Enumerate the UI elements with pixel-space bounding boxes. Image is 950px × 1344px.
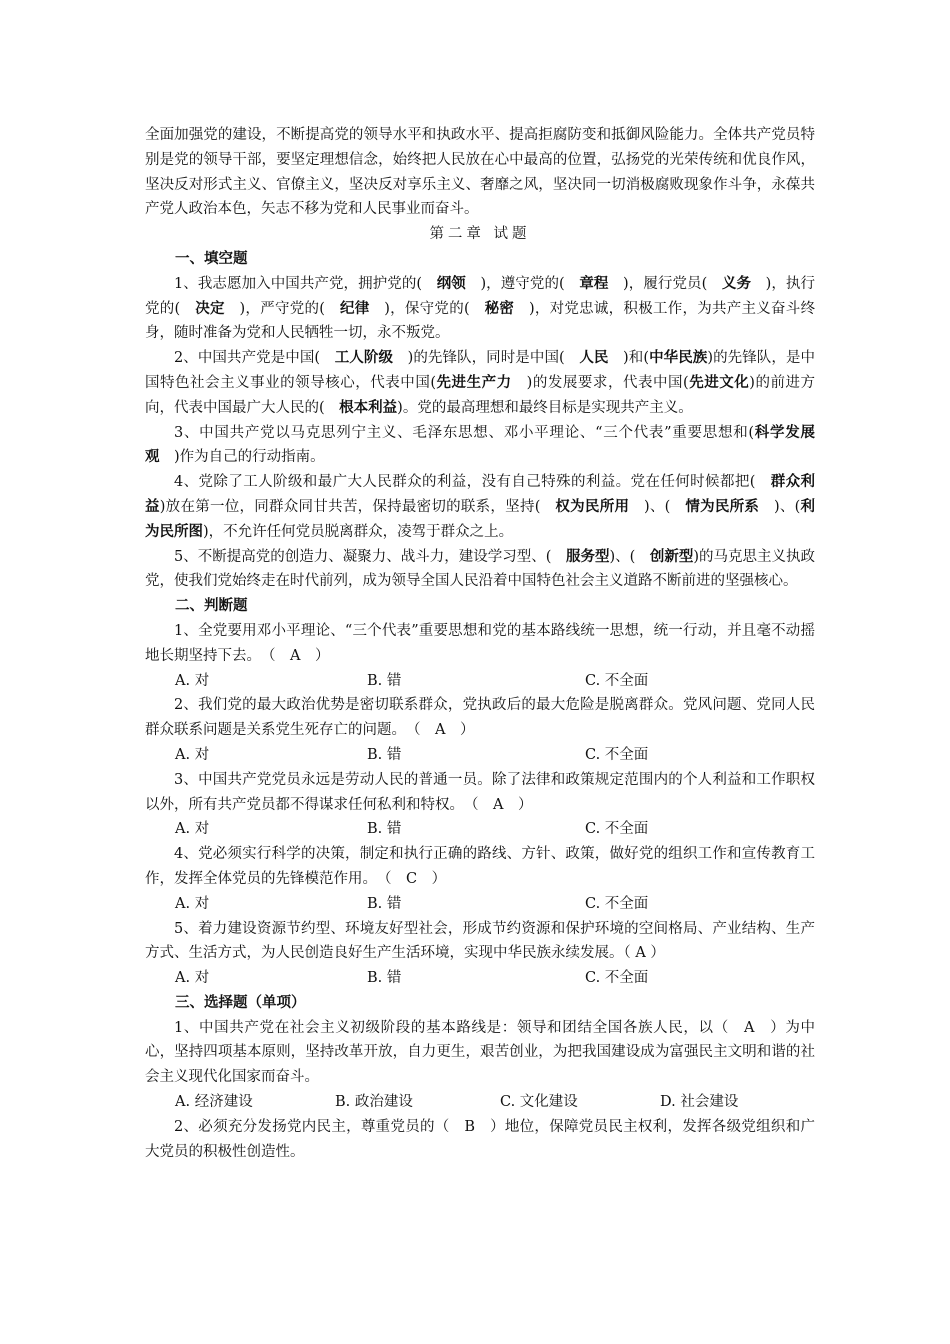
judge-question-5: 5、着力建设资源节约型、环境友好型社会，形成节约资源和保护环境的空间格局、产业结构、生产方式、生活方式，为人民创造良好生产生活环境，实现中华民族永续发展。（ A ） — [145, 920, 815, 962]
choice-options-1 — [145, 1090, 815, 1115]
fill-question-5: 5、不断提高党的创造力、凝聚力、战斗力，建设学习型、( 服务型)、( 创新型)的马克思主义执政党，使我们党始终走在时代前列，成为领导全国人民沿着中国特色社会主义道路不断前进的坚强核心。 — [145, 547, 816, 590]
option-b: B. 错 — [367, 672, 402, 689]
option-b: B. 政治建设 — [335, 1094, 413, 1111]
option-c: C. 不全面 — [585, 746, 649, 763]
fill-answer: 中华民族 — [649, 349, 708, 367]
option-b: B. 错 — [367, 821, 402, 838]
option-c: C. 文化建设 — [500, 1094, 578, 1111]
option-d: D. 社会建设 — [660, 1094, 739, 1111]
fill-answer: 根本利益 — [339, 398, 398, 416]
option-c: C. 不全面 — [585, 970, 649, 987]
fill-answer: 服务型 — [565, 547, 610, 565]
fill-answer: 义务 — [721, 274, 752, 292]
option-a: A. 对 — [175, 672, 210, 689]
fill-answer: 科学发展观 — [145, 423, 815, 466]
judge-question-2: 2、我们党的最大政治优势是密切联系群众，党执政后的最大危险是脱离群众。党风问题、党同人民群众联系问题是关系党生死存亡的问题。 （ A ） — [145, 697, 815, 739]
fill-answer: 先进生产力 — [436, 373, 512, 391]
fill-answer: 纲领 — [436, 274, 466, 292]
judge-options-4 — [145, 892, 815, 917]
option-a: A. 对 — [175, 895, 210, 912]
fill-answer: 利为民所图 — [145, 497, 816, 540]
option-a: A. 对 — [175, 746, 210, 763]
judge-options-2 — [145, 743, 815, 768]
option-a: A. 对 — [175, 970, 210, 987]
fill-answer: 情为民所系 — [685, 497, 760, 515]
judge-options-5 — [145, 966, 815, 991]
judge-options-3 — [145, 817, 815, 842]
section-judge-title: 二、判断题 — [175, 598, 248, 615]
fill-question-1: 1、我志愿加入中国共产党，拥护党的( 纲领 )，遵守党的( 章程 )，履行党员( 义务 )，执行党的( 决定 )，严守党的( 纪律 )，保守党的( 秘密 )，对党忠诚，积极工作，为共产主义奋斗终身，随时准备为党和人民牺牲一切，永不叛党。 — [145, 274, 816, 342]
option-c: C. 不全面 — [585, 821, 649, 838]
intro-paragraph: 全面加强党的建设，不断提高党的领导水平和执政水平、提高拒腐防变和抵御风险能力。全体共产党员特别是党的领导干部，要坚定理想信念，始终把人民放在心中最高的位置，弘扬党的光荣传统和优良作风，坚决反对形式主义、官僚主义，坚决反对享乐主义、奢靡之风，坚决同一切消极腐败现象作斗争，永葆共产党人政治本色，矢志不移为党和人民事业而奋斗。 — [145, 127, 815, 218]
fill-question-4: 4、党除了工人阶级和最广大人民群众的利益，没有自己特殊的利益。党在任何时候都把( 群众利益)放在第一位，同群众同甘共苦，保持最密切的联系，坚持( 权为民所用 )、( 情为民所系 )、(利为民所图)，不允许任何党员脱离群众，凌驾于群众之上。 — [145, 473, 816, 540]
option-c: C. 不全面 — [585, 672, 649, 689]
fill-answer: 决定 — [195, 299, 225, 317]
option-a: A. 对 — [175, 821, 210, 838]
option-c: C. 不全面 — [585, 895, 649, 912]
choice-question-2: 2、必须充分发扬党内民主，尊重党员的（ B ）地位，保障党员民主权利，发挥各级党组织和广大党员的积极性创造性。 — [145, 1118, 815, 1160]
judge-question-4: 4、党必须实行科学的决策，制定和执行正确的路线、方针、政策，做好党的组织工作和宣传教育工作，发挥全体党员的先锋模范作用。 （ C ） — [145, 846, 815, 887]
fill-answer: 创新型 — [649, 547, 694, 565]
fill-question-3: 3、中国共产党以马克思列宁主义、毛泽东思想、邓小平理论、“三个代表”重要思想和(科学发展观 )作为自己的行动指南。 — [145, 423, 815, 466]
fill-answer: 权为民所用 — [555, 497, 630, 515]
fill-answer: 人民 — [579, 349, 609, 367]
option-a: A. 经济建设 — [175, 1094, 253, 1111]
document-body — [145, 123, 815, 1164]
fill-question-2: 2、中国共产党是中国( 工人阶级 )的先锋队，同时是中国( 人民 )和(中华民族)的先锋队，是中国特色社会主义事业的领导核心，代表中国(先进生产力 )的发展要求，代表中国(先进文化)的前进方向，代表中国最广大人民的( 根本利益)。党的最高理想和最终目标是实现共产主义。 — [145, 349, 816, 416]
section-fill-blank-title: 一、填空题 — [175, 250, 248, 267]
fill-answer: 秘密 — [484, 299, 515, 317]
section-choice-title: 三、选择题（单项） — [175, 994, 306, 1011]
judge-options-1 — [145, 669, 815, 694]
judge-question-3: 3、中国共产党党员永远是劳动人民的普通一员。除了法律和政策规定范围内的个人利益和工作职权以外，所有共产党员都不得谋求任何私利和特权。 （ A ） — [145, 771, 815, 813]
option-b: B. 错 — [367, 895, 402, 912]
chapter-title: 第二章 试题 — [429, 226, 531, 243]
fill-answer: 工人阶级 — [334, 349, 394, 367]
judge-question-1: 1、全党要用邓小平理论、“三个代表”重要思想和党的基本路线统一思想，统一行动，并且毫不动摇地长期坚持下去。 （ A ） — [145, 622, 815, 664]
option-b: B. 错 — [367, 746, 402, 763]
choice-question-1: 1、中国共产党在社会主义初级阶段的基本路线是：领导和团结全国各族人民，以（ A ）为中心，坚持四项基本原则，坚持改革开放，自力更生，艰苦创业，为把我国建设成为富强民主文明和谐的社会主义现代化国家而奋斗。 — [145, 1019, 815, 1086]
fill-answer: 群众利益 — [145, 473, 815, 515]
option-b: B. 错 — [367, 970, 402, 987]
fill-answer: 纪律 — [339, 299, 370, 317]
fill-answer: 先进文化 — [688, 373, 750, 391]
fill-answer: 章程 — [579, 274, 609, 292]
